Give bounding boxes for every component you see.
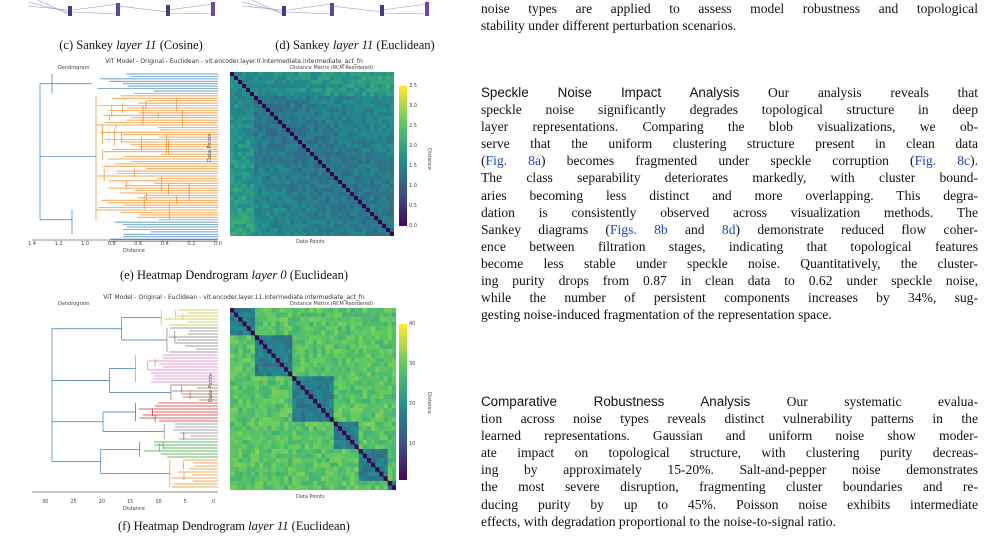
x-tick-label: 0.4 <box>160 241 169 247</box>
comparative-heading: Comparative Robustness Analysis <box>481 394 751 409</box>
speckle-ref-line: (Fig. 8a) becomes fragmented under speckle corruption (Fig. 8c). <box>481 153 978 169</box>
speckle-line: speckle noise significantly degrades topological structure in deep <box>481 102 978 118</box>
speckle-line: dation is consistently observed across visualization methods. The <box>481 204 978 220</box>
intro-line: stability under different perturbation scenarios. <box>481 18 737 34</box>
x-tick-label: 15 <box>127 499 134 505</box>
x-tick-label: 1.4 <box>28 241 36 247</box>
colorbar-tick-label: 1.5 <box>409 163 417 169</box>
sankey-c-strip <box>28 0 228 22</box>
figure-e-y-axis-label: Data Points <box>207 133 213 162</box>
colorbar-tick-label: 0.5 <box>409 203 417 209</box>
ref-fig-8c[interactable]: Fig. 8c <box>914 153 971 169</box>
x-tick-label: 0.6 <box>134 241 143 247</box>
caption-d: (d) Sankey layer 11 (Euclidean) <box>275 38 435 52</box>
x-tick-label: 20 <box>98 499 106 505</box>
speckle-line: ence between filtration stages, indicating that topological features <box>481 238 978 254</box>
x-tick-label: 1.2 <box>54 241 63 247</box>
caption-e: (e) Heatmap Dendrogram layer 0 (Euclidean) <box>119 268 349 282</box>
figure-e-dendro-label: Dendrogram <box>58 65 90 71</box>
comparative-line: effects, with degradation proportional to the noise-to-signal ratio. <box>481 513 836 529</box>
figure-e-title: ViT Model - Original - Euclidean - vit.encoder.layer.0.intermediate.intermediate_act_fn <box>105 58 363 65</box>
comparative-line: tion across noise types reveals distinct vulnerability patterns in the <box>481 411 978 427</box>
figure-f-title: ViT Model - Original - Euclidean - vit.encoder.layer.11.intermediate.intermediate_act_fn <box>103 294 365 301</box>
x-tick-label: 0 <box>212 499 216 505</box>
figure-e-matrix-x-label: Data Points <box>296 239 325 245</box>
dendrogram-f <box>32 308 226 498</box>
figure-f <box>28 294 440 518</box>
x-tick-label: 0.8 <box>107 241 116 247</box>
speckle-line: aries becoming less distinct and more overlapping. This degra- <box>481 187 978 203</box>
comparative-line: ing by approximately 15-20%. Salt-and-pepper noise demonstrates <box>481 462 978 478</box>
colorbar-tick-label: 1.0 <box>409 183 417 189</box>
colorbar-f <box>399 324 407 480</box>
figure-f-matrix-x-label: Data Points <box>296 494 325 500</box>
ref-figs-8b[interactable]: Figs. 8b <box>609 221 668 237</box>
speckle-line: layer representations. Comparing the blob visualizations, we ob- <box>481 119 978 135</box>
colorbar-tick-label: 30 <box>409 361 416 367</box>
colorbar-tick-label: 3.5 <box>409 83 417 89</box>
intro-line: noise types are applied to assess model robustness and topological <box>481 1 978 16</box>
figure-e-matrix-label: Distance Matrix (RCM Reordered) <box>290 65 374 71</box>
comparative-line: learned representations. Gaussian and uniform noise show moder- <box>481 428 978 444</box>
comparative-line: ducing purity by up to 45%. Poisson noise exhibits intermediate <box>481 496 978 512</box>
x-tick-label: 30 <box>42 499 49 505</box>
x-tick-label: 5 <box>183 499 187 505</box>
figure-f-y-axis-label: Data Points <box>208 373 214 402</box>
colorbar-tick-label: 40 <box>409 321 416 327</box>
colorbar-tick-label: 20 <box>409 401 416 407</box>
colorbar-tick-label: 3.0 <box>409 103 417 109</box>
speckle-line: become less stable under speckle noise. Quantitatively, the cluster- <box>481 255 978 271</box>
distance-matrix-e <box>230 72 394 236</box>
ref-8d[interactable]: 8d <box>721 221 736 237</box>
caption-f-text: (f) Heatmap Dendrogram layer 11 (Euclidean) <box>118 519 350 533</box>
colorbar-tick-label: 2.0 <box>409 143 417 149</box>
x-tick-label: 0.0 <box>214 241 222 247</box>
x-tick-label: 25 <box>70 499 77 505</box>
comparative-paragraph: Comparative Robustness Analysis Our systematic evalua- tion across noise types reveals distinct vulnerability patterns in the learned representations. Gaussian and uniform noise show moder- ate impact on topological structure, with clustering purity decreas- ing by approximately 15-20%. Salt-and-pepper noise demonstrates the most severe disruption, fragmenting cluster boundaries and re- ducing purity by up to 45%. Poisson noise exhibits intermediate effects, with degradation proportional to the noise-to-signal ratio. <box>481 394 978 529</box>
colorbar-tick-label: 10 <box>409 441 416 447</box>
ref-fig-8a[interactable]: Fig. 8a <box>485 153 542 169</box>
caption-c: (c) Sankey layer 11 (Cosine) <box>59 38 203 52</box>
speckle-line: ing purity drops from 0.87 in clean data to 0.62 under speckle noise, <box>481 273 978 289</box>
speckle-sankey-line: Sankey diagrams (Figs. 8b and 8d) demonstrate reduced flow coher- <box>481 221 978 237</box>
speckle-line: gesting noise-induced fragmentation of the representation space. <box>481 307 832 323</box>
speckle-line: serve that the uniform clustering structure present in clean data <box>481 136 978 152</box>
distance-matrix-f <box>230 308 396 490</box>
dendrogram-e <box>32 72 226 248</box>
figure-f-x-axis-label: Distance <box>123 506 145 512</box>
sankey-d-strip <box>242 0 442 22</box>
figure-e-x-axis-label: Distance <box>123 248 145 254</box>
speckle-line: The class separability deteriorates markedly, with cluster bound- <box>481 170 978 186</box>
colorbar-tick-label: 0.0 <box>409 223 417 229</box>
intro-paragraph <box>481 0 978 34</box>
speckle-paragraph: Speckle Noise Impact Analysis Our analysis reveals that speckle noise significantly degrades topological structure in deep layer representations. Comparing the blob visualizations, we ob- serve that the uniform clustering structure present in clean data (Fig. 8a) becomes fragmented under speckle corruption (Fig. 8c). The class separability deteriorates markedly, with cluster bound- aries becoming less distinct and more overlapping. This degra- dation is consistently observed across visualization methods. The Sankey diagrams (Figs. 8b and 8d) demonstrate reduced flow coher- ence between filtration stages, indicating that topological features become less stable under speckle noise. Quantitatively, the cluster- ing purity drops from 0.87 in clean data to 0.62 under speckle noise, while the number of persistent components increases by 34%, sug- gesting noise-induced fragmentation of the representation space. <box>481 85 978 323</box>
x-tick-label: 1.0 <box>81 241 90 247</box>
comparative-line: ate impact on topological structure, with clustering purity decreas- <box>481 445 978 461</box>
figure-e <box>28 58 440 270</box>
speckle-line: while the number of persistent components increases by 34%, sug- <box>481 290 978 306</box>
comparative-line: the most severe disruption, fragmenting cluster boundaries and re- <box>481 479 978 495</box>
colorbar-e-label: Distance <box>426 148 432 170</box>
figure-f-dendro-label: Dendrogram <box>58 301 90 307</box>
colorbar-e <box>399 86 407 226</box>
colorbar-tick-label: 2.5 <box>409 123 417 129</box>
speckle-heading: Speckle Noise Impact Analysis <box>481 85 740 100</box>
x-tick-label: 10 <box>155 499 162 505</box>
colorbar-f-label: Distance <box>426 392 432 414</box>
x-tick-label: 0.2 <box>187 241 196 247</box>
figure-f-matrix-label: Distance Matrix (RCM Reordered) <box>290 301 374 307</box>
